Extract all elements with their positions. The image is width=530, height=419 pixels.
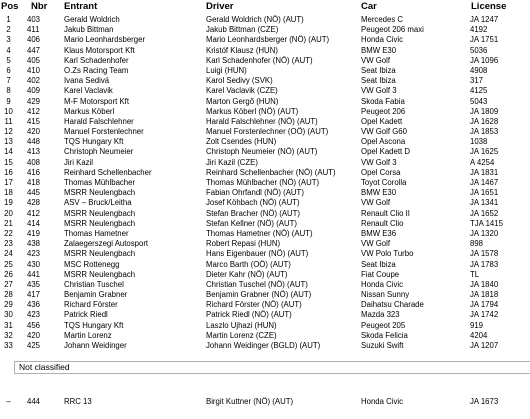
entrant-cell: Richard Förster [64, 300, 118, 310]
car-cell: Fiat Coupe [361, 269, 400, 279]
pos-cell: 20 [4, 208, 13, 218]
license-cell: TL [470, 269, 480, 279]
nbr-cell: 429 [27, 96, 41, 106]
car-cell: Opel Corsa [361, 167, 401, 177]
pos-cell: 22 [4, 228, 13, 238]
license-cell: JA 1651 [470, 188, 499, 198]
car-cell: Renault Clio II [361, 208, 410, 218]
entrant-cell: MSRR Neulengbach [64, 188, 136, 198]
driver-cell: Karol Sedivy (SVK) [206, 76, 273, 86]
entrant-cell: Karl Schadenhofer [64, 55, 129, 65]
license-cell: 5043 [470, 96, 488, 106]
pos-cell: 3 [6, 35, 11, 45]
entrant-cell: MSC Rottenegg [64, 259, 120, 269]
header-license: License [471, 1, 507, 12]
nbr-cell: 420 [27, 127, 41, 137]
table-row [0, 209, 530, 219]
table-row [0, 117, 530, 127]
nbr-cell: 408 [27, 157, 41, 167]
car-cell: Daihatsu Charade [361, 300, 424, 310]
nbr-cell: 405 [27, 55, 41, 65]
table-row [0, 188, 530, 198]
driver-cell: Fabian Ohrfandl (NÖ) (AUT) [206, 188, 304, 198]
header-nbr: Nbr [31, 1, 48, 12]
nbr-cell: 444 [27, 397, 41, 406]
driver-cell: Luigi (HUN) [206, 65, 247, 75]
table-row [0, 321, 530, 331]
pos-cell: 10 [4, 106, 13, 116]
pos-cell: 31 [4, 320, 13, 330]
pos-cell: 32 [4, 330, 13, 340]
driver-cell: Reinhard Schellenbacher (NÖ) (AUT) [206, 167, 336, 177]
car-cell: Skoda Fabia [361, 96, 405, 106]
nbr-cell: 418 [27, 178, 41, 187]
entrant-cell: RRC 13 [64, 397, 92, 406]
nbr-cell: 423 [27, 249, 41, 259]
car-cell: VW Golf G60 [361, 127, 407, 137]
not-classified-label: Not classified [19, 362, 70, 372]
nbr-cell: 415 [27, 116, 41, 126]
driver-cell: Richard Förster (NÖ) (AUT) [206, 300, 302, 310]
driver-cell: Johann Weidinger (BGLD) (AUT) [206, 341, 321, 350]
table-row [0, 15, 530, 25]
driver-cell: Mario Leonhardsberger (NÖ) (AUT) [206, 35, 330, 45]
entrant-cell: TQS Hungary Kft [64, 320, 124, 330]
nbr-cell: 425 [27, 341, 41, 350]
nbr-cell: 413 [27, 147, 41, 157]
license-cell: JA 1341 [470, 198, 499, 208]
driver-cell: Jiri Kazil (CZE) [206, 157, 258, 167]
table-row [0, 127, 530, 137]
car-cell: Honda Civic [361, 279, 404, 289]
nbr-cell: 423 [27, 310, 41, 320]
nbr-cell: 441 [27, 269, 41, 279]
car-cell: VW Golf [361, 55, 391, 65]
driver-cell: Jakub Bittman (CZE) [206, 25, 279, 35]
entrant-cell: Klaus Motorsport Kft [64, 45, 135, 55]
nbr-cell: 409 [27, 86, 41, 96]
table-row [0, 137, 530, 147]
pos-cell: 8 [6, 86, 11, 96]
classified-rows [0, 15, 530, 351]
nbr-cell: 411 [27, 25, 40, 35]
car-cell: Renault Clio [361, 218, 404, 228]
entrant-cell: Mario Leonhardsberger [64, 35, 146, 45]
pos-cell: 21 [4, 218, 13, 228]
header-driver: Driver [206, 1, 234, 12]
nbr-cell: 419 [27, 228, 41, 238]
entrant-cell: Benjamin Grabner [64, 290, 128, 300]
pos-cell: 29 [4, 300, 13, 310]
car-cell: Peugeot 206 [361, 106, 406, 116]
car-cell: VW Golf 3 [361, 157, 397, 167]
entrant-cell: Manuel Forstenlechner [64, 127, 144, 137]
license-cell: 4204 [470, 330, 488, 340]
car-cell: Mazda 323 [361, 310, 400, 320]
table-row [0, 25, 530, 35]
entrant-cell: Reinhard Schellenbacher [64, 167, 152, 177]
driver-cell: Christian Tuschel (NÖ) (AUT) [206, 279, 308, 289]
table-row [0, 310, 530, 320]
driver-cell: Zolt Csendes (HUN) [206, 137, 277, 147]
nbr-cell: 456 [27, 320, 41, 330]
nbr-cell: 436 [27, 300, 41, 310]
car-cell: Honda Civic [361, 397, 404, 406]
pos-cell: 28 [4, 290, 13, 300]
entrant-cell: Patrick Riedl [64, 310, 108, 320]
car-cell: BMW E30 [361, 45, 397, 55]
car-cell: Opel Ascona [361, 137, 406, 147]
entrant-cell: Gerald Woldrich [64, 15, 120, 24]
license-cell: JA 1207 [470, 341, 499, 350]
car-cell: Mercedes C [361, 15, 404, 24]
car-cell: VW Golf 3 [361, 86, 397, 96]
pos-cell: 6 [6, 65, 11, 75]
license-cell: A 4254 [470, 157, 495, 167]
license-cell: JA 1742 [470, 310, 499, 320]
car-cell: Suzuki Swift [361, 341, 404, 350]
pos-cell: 13 [4, 137, 13, 147]
header-pos: Pos [1, 1, 19, 12]
nbr-cell: 417 [27, 290, 41, 300]
entrant-cell: Karel Vaclavik [64, 86, 113, 96]
table-row [0, 300, 530, 310]
entrant-cell: Christoph Neumeier [64, 147, 134, 157]
driver-cell: Benjamin Grabner (NÖ) (AUT) [206, 290, 312, 300]
license-cell: 919 [470, 320, 484, 330]
license-cell: JA 1625 [470, 147, 499, 157]
nbr-cell: 447 [27, 45, 41, 55]
entrant-cell: M-F Motorsport Kft [64, 96, 129, 106]
driver-cell: Gerald Woldrich (NÖ) (AUT) [206, 15, 304, 24]
car-cell: Seat Ibiza [361, 76, 396, 86]
driver-cell: Robert Repasi (HUN) [206, 239, 281, 249]
car-cell: Opel Kadett [361, 116, 403, 126]
entrant-cell: MSRR Neulengbach [64, 208, 136, 218]
driver-cell: Marco Barth (OÖ) (AUT) [206, 259, 291, 269]
table-row [0, 76, 530, 86]
car-cell: Seat Ibiza [361, 259, 396, 269]
license-cell: 1038 [470, 137, 488, 147]
pos-cell: 16 [4, 167, 13, 177]
pos-cell: 18 [4, 188, 13, 198]
pos-cell: 24 [4, 249, 13, 259]
nbr-cell: 402 [27, 76, 41, 86]
pos-cell: 23 [4, 239, 13, 249]
entrant-cell: Johann Weidinger [64, 341, 127, 350]
driver-cell: Stefan Kellner (NÖ) (AUT) [206, 218, 297, 228]
driver-cell: Dieter Kahr (NÖ) (AUT) [206, 269, 288, 279]
driver-cell: Laszlo Ujhazi (HUN) [206, 320, 277, 330]
table-row [0, 158, 530, 168]
table-row [0, 198, 530, 208]
car-cell: Peugeot 206 maxi [361, 25, 424, 35]
table-row [0, 229, 530, 239]
nbr-cell: 412 [27, 208, 41, 218]
table-row [0, 66, 530, 76]
table-row [0, 341, 530, 351]
nbr-cell: 406 [27, 35, 41, 45]
pos-cell: 33 [4, 341, 13, 350]
license-cell: JA 1783 [470, 259, 499, 269]
table-row [0, 260, 530, 270]
license-cell: JA 1794 [470, 300, 499, 310]
car-cell: Peugeot 205 [361, 320, 406, 330]
table-row [0, 168, 530, 178]
pos-cell: 17 [4, 178, 13, 187]
entrant-cell: Ivana Sedivá [64, 76, 110, 86]
car-cell: BMW E30 [361, 188, 397, 198]
table-row [0, 147, 530, 157]
driver-cell: Kristóf Klausz (HUN) [206, 45, 278, 55]
nbr-cell: 428 [27, 198, 41, 208]
car-cell: Opel Kadett D [361, 147, 410, 157]
pos-cell: 5 [6, 55, 11, 65]
nbr-cell: 412 [27, 106, 41, 116]
nbr-cell: 448 [27, 137, 41, 147]
table-row [0, 219, 530, 229]
driver-cell: Josef Köhbach (NÖ) (AUT) [206, 198, 300, 208]
license-cell: 4908 [470, 65, 488, 75]
license-cell: 898 [470, 239, 484, 249]
driver-cell: Patrick Riedl (NÖ) (AUT) [206, 310, 292, 320]
driver-cell: Hans Eigenbauer (NÖ) (AUT) [206, 249, 309, 259]
pos-cell: 11 [4, 116, 13, 126]
license-cell: JA 1673 [470, 397, 499, 406]
entrant-cell: Markus Köberl [64, 106, 115, 116]
entrant-cell: Christian Tuschel [64, 279, 124, 289]
driver-cell: Marton Gergő (HUN) [206, 96, 279, 106]
entrant-cell: Thomas Mühlbacher [64, 178, 136, 187]
pos-cell: 30 [4, 310, 13, 320]
license-cell: JA 1809 [470, 106, 499, 116]
license-cell: 5036 [470, 45, 488, 55]
license-cell: JA 1853 [470, 127, 499, 137]
driver-cell: Thomas Mühlbacher (NÖ) (AUT) [206, 178, 320, 187]
table-row [0, 46, 530, 56]
pos-cell: 26 [4, 269, 13, 279]
nbr-cell: 435 [27, 279, 41, 289]
entrant-cell: MSRR Neulengbach [64, 249, 136, 259]
table-row [0, 35, 530, 45]
nbr-cell: 416 [27, 167, 41, 177]
entrant-cell: Harald Falschlehner [64, 116, 134, 126]
table-row [0, 280, 530, 290]
license-cell: 317 [470, 76, 484, 86]
driver-cell: Christoph Neumeier (NÖ) (AUT) [206, 147, 318, 157]
pos-cell: 15 [4, 157, 13, 167]
not-classified-section [14, 361, 530, 374]
pos-cell: 1 [6, 15, 11, 24]
pos-cell: – [6, 397, 11, 406]
entrant-cell: Martin Lorenz [64, 330, 112, 340]
nbr-cell: 414 [27, 218, 41, 228]
driver-cell: Manuel Forstenlechner (OÖ) (AUT) [206, 127, 329, 137]
entrant-cell: Zalaegerszegi Autosport [64, 239, 149, 249]
nbr-cell: 420 [27, 330, 41, 340]
pos-cell: 14 [4, 147, 13, 157]
license-cell: JA 1467 [470, 178, 499, 187]
nbr-cell: 430 [27, 259, 41, 269]
table-row [0, 107, 530, 117]
car-cell: VW Golf [361, 239, 391, 249]
license-cell: JA 1320 [470, 228, 499, 238]
pos-cell: 12 [4, 127, 13, 137]
license-cell: JA 1096 [470, 55, 499, 65]
license-cell: JA 1652 [470, 208, 499, 218]
entrant-cell: MSRR Neulengbach [64, 218, 136, 228]
entrant-cell: TQS Hungary Kft [64, 137, 124, 147]
driver-cell: Karel Vaclavik (CZE) [206, 86, 278, 96]
entrant-cell: Jakub Bittman [64, 25, 114, 35]
license-cell: JA 1247 [470, 15, 499, 24]
entrant-cell: Jiri Kazil [64, 157, 94, 167]
pos-cell: 7 [6, 76, 11, 86]
car-cell: Toyot Corolla [361, 178, 407, 187]
car-cell: Skoda Felicia [361, 330, 408, 340]
license-cell: JA 1818 [470, 290, 499, 300]
car-cell: Seat Ibiza [361, 65, 396, 75]
table-row [0, 239, 530, 249]
pos-cell: 4 [6, 45, 11, 55]
pos-cell: 25 [4, 259, 13, 269]
nbr-cell: 438 [27, 239, 41, 249]
license-cell: JA 1751 [470, 35, 499, 45]
driver-cell: Thomas Hametner (NÖ) (AUT) [206, 228, 313, 238]
license-cell: JA 1831 [470, 167, 499, 177]
car-cell: VW Golf [361, 198, 391, 208]
license-cell: JA 1840 [470, 279, 499, 289]
driver-cell: Stefan Bracher (NÖ) (AUT) [206, 208, 301, 218]
table-row [0, 290, 530, 300]
not-classified-rows [0, 397, 530, 407]
driver-cell: Martin Lorenz (CZE) [206, 330, 277, 340]
license-cell: JA 1628 [470, 116, 499, 126]
driver-cell: Markus Köberl (NÖ) (AUT) [206, 106, 299, 116]
pos-cell: 2 [6, 25, 11, 35]
pos-cell: 19 [4, 198, 13, 208]
nbr-cell: 403 [27, 15, 41, 24]
header-car: Car [361, 1, 377, 12]
table-row [0, 178, 530, 188]
license-cell: 4192 [470, 25, 488, 35]
entrant-cell: O.Zs Racing Team [64, 65, 129, 75]
table-row [0, 331, 530, 341]
table-row [0, 249, 530, 259]
nbr-cell: 410 [27, 65, 41, 75]
car-cell: VW Polo Turbo [361, 249, 414, 259]
table-row [0, 56, 530, 66]
table-row [0, 97, 530, 107]
nbr-cell: 445 [27, 188, 41, 198]
header-entrant: Entrant [64, 1, 98, 12]
table-row [0, 397, 530, 407]
driver-cell: Karl Schadenhofer (NÖ) (AUT) [206, 55, 313, 65]
car-cell: BMW E36 [361, 228, 397, 238]
driver-cell: Birgit Kuttner (NÖ) (AUT) [206, 397, 294, 406]
entrant-cell: Thomas Hametner [64, 228, 129, 238]
entrant-cell: ASV – Bruck/Leitha [64, 198, 132, 208]
table-row [0, 270, 530, 280]
driver-cell: Harald Falschlehner (NÖ) (AUT) [206, 116, 318, 126]
license-cell: JA 1578 [470, 249, 499, 259]
pos-cell: 9 [6, 96, 11, 106]
entrant-cell: MSRR Neulengbach [64, 269, 136, 279]
car-cell: Honda Civic [361, 35, 404, 45]
car-cell: Nissan Sunny [361, 290, 410, 300]
pos-cell: 27 [4, 279, 13, 289]
table-row [0, 86, 530, 96]
license-cell: 4125 [470, 86, 488, 96]
license-cell: TJA 1415 [470, 218, 503, 228]
